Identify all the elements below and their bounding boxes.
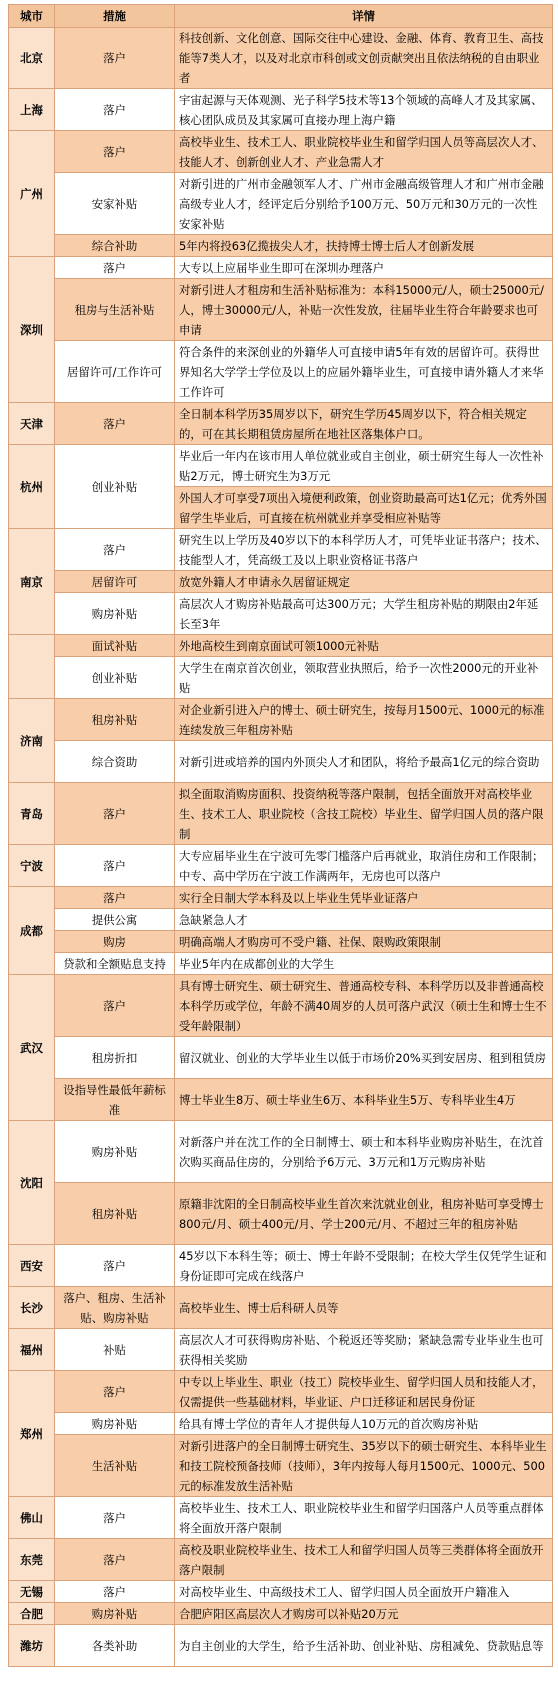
detail-cell: 急缺紧急人才 bbox=[175, 909, 553, 931]
measure-cell: 落户 bbox=[55, 1371, 175, 1413]
detail-cell: 高层次人才可获得购房补贴、个税返还等奖励；紧缺急需专业毕业生也可获得相关奖励 bbox=[175, 1329, 553, 1371]
measure-cell: 购房 bbox=[55, 931, 175, 953]
measure-cell: 生活补贴 bbox=[55, 1435, 175, 1497]
city-cell: 长沙 bbox=[9, 1287, 55, 1329]
detail-cell: 宇宙起源与天体观测、光子科学5技术等13个领域的高峰人才及其家属、核心团队成员及其家属可直接办理上海户籍 bbox=[175, 89, 553, 131]
table-row bbox=[9, 235, 553, 257]
detail-cell: 45岁以下本科生等；硕士、博士年龄不受限制；在校大学生仅凭学生证和身份证即可完成在线落户 bbox=[175, 1245, 553, 1287]
detail-cell: 对新引进落户的全日制博士研究生、35岁以下的硕士研究生、本科毕业生和技工院校预备技师（技师），3年内按每人每月1500元、1000元、500元的标准发放生活补贴 bbox=[175, 1435, 553, 1497]
detail-cell: 合肥庐阳区高层次人才购房可以补贴20万元 bbox=[175, 1603, 553, 1625]
measure-cell: 贷款和全额贴息支持 bbox=[55, 953, 175, 975]
table-row bbox=[9, 741, 553, 783]
table-row bbox=[9, 571, 553, 593]
detail-cell: 毕业后一年内在该市用人单位就业或自主创业，硕士研究生每人一次性补贴2万元，博士研究生为3万元 bbox=[175, 445, 553, 487]
detail-cell: 拟全面取消购房面积、投资纳税等落户限制，包括全面放开对高校毕业生、技术工人、职业院校（含技工院校）毕业生、留学归国人员的落户限制 bbox=[175, 783, 553, 845]
measure-cell: 设指导性最低年薪标准 bbox=[55, 1079, 175, 1121]
table-header-row bbox=[9, 5, 553, 28]
detail-cell: 给具有博士学位的青年人才提供每人10万元的首次购房补贴 bbox=[175, 1413, 553, 1435]
table-row bbox=[9, 635, 553, 657]
header-measure: 措施 bbox=[55, 5, 175, 28]
measure-cell: 租房补贴 bbox=[55, 699, 175, 741]
detail-cell: 对企业新引进入户的博士、硕士研究生，按每月1500元、1000元的标准连续发放三年租房补贴 bbox=[175, 699, 553, 741]
table-row bbox=[9, 445, 553, 487]
talent-policy-table bbox=[8, 4, 553, 1667]
table-row bbox=[9, 1245, 553, 1287]
detail-cell: 博士毕业生8万、硕士毕业生6万、本科毕业生5万、专科毕业生4万 bbox=[175, 1079, 553, 1121]
city-cell: 武汉 bbox=[9, 975, 55, 1121]
city-cell: 福州 bbox=[9, 1329, 55, 1371]
measure-cell: 居留许可 bbox=[55, 571, 175, 593]
detail-cell: 具有博士研究生、硕士研究生、普通高校专科、本科学历以及非普通高校本科学历或学位，年龄不满40周岁的人员可落户武汉（硕士生和博士生不受年龄限制） bbox=[175, 975, 553, 1037]
measure-cell: 落户 bbox=[55, 403, 175, 445]
city-cell: 郑州 bbox=[9, 1371, 55, 1497]
measure-cell: 安家补贴 bbox=[55, 173, 175, 235]
table-row bbox=[9, 1287, 553, 1329]
city-cell: 南京 bbox=[9, 529, 55, 635]
detail-cell: 大专应届毕业生在宁波可先零门槛落户后再就业，取消住房和工作限制；中专、高中学历在宁波工作满两年，无房也可以落户 bbox=[175, 845, 553, 887]
detail-cell: 实行全日制大学本科及以上毕业生凭毕业证落户 bbox=[175, 887, 553, 909]
measure-cell: 提供公寓 bbox=[55, 909, 175, 931]
city-cell: 成都 bbox=[9, 887, 55, 975]
table-row bbox=[9, 1539, 553, 1581]
measure-cell: 落户 bbox=[55, 131, 175, 173]
detail-cell: 明确高端人才购房可不受户籍、社保、限购政策限制 bbox=[175, 931, 553, 953]
measure-cell: 购房补贴 bbox=[55, 593, 175, 635]
table-row bbox=[9, 1037, 553, 1079]
detail-cell: 对高校毕业生、中高级技术工人、留学归国人员全面放开户籍准入 bbox=[175, 1581, 553, 1603]
city-cell: 杭州 bbox=[9, 445, 55, 529]
city-cell: 合肥 bbox=[9, 1603, 55, 1625]
measure-cell: 落户 bbox=[55, 887, 175, 909]
measure-cell: 落户 bbox=[55, 975, 175, 1037]
city-cell: 西安 bbox=[9, 1245, 55, 1287]
table-row bbox=[9, 28, 553, 89]
table-row bbox=[9, 699, 553, 741]
city-cell: 东莞 bbox=[9, 1539, 55, 1581]
table-row bbox=[9, 1371, 553, 1413]
table-row bbox=[9, 953, 553, 975]
city-cell: 青岛 bbox=[9, 783, 55, 845]
city-cell: 济南 bbox=[9, 699, 55, 783]
table-row bbox=[9, 403, 553, 445]
table-row bbox=[9, 1329, 553, 1371]
measure-cell: 落户 bbox=[55, 1581, 175, 1603]
measure-cell: 落户、租房、生活补贴、购房补贴 bbox=[55, 1287, 175, 1329]
table-row bbox=[9, 1079, 553, 1121]
table-row bbox=[9, 931, 553, 953]
table-row bbox=[9, 845, 553, 887]
detail-cell: 高校毕业生、技术工人、职业院校毕业生和留学归国人员等高层次人才、技能人才、创新创业人才、产业急需人才 bbox=[175, 131, 553, 173]
table-row bbox=[9, 783, 553, 845]
table-row bbox=[9, 341, 553, 403]
detail-cell: 高校及职业院校毕业生、技术工人和留学归国人员等三类群体将全面放开落户限制 bbox=[175, 1539, 553, 1581]
table-row bbox=[9, 279, 553, 341]
detail-cell: 外地高校生到南京面试可领1000元补贴 bbox=[175, 635, 553, 657]
city-cell: 上海 bbox=[9, 89, 55, 131]
detail-cell: 符合条件的来深创业的外籍华人可直接申请5年有效的居留许可。获得世界知名大学学士学位及以上的应届外籍毕业生，可直接申请外籍人才来华工作许可 bbox=[175, 341, 553, 403]
measure-cell: 落户 bbox=[55, 257, 175, 279]
city-cell: 宁波 bbox=[9, 845, 55, 887]
city-cell: 无锡 bbox=[9, 1581, 55, 1603]
detail-cell: 5年内将投63亿揽拔尖人才，扶持博士博士后人才创新发展 bbox=[175, 235, 553, 257]
measure-cell: 落户 bbox=[55, 28, 175, 89]
detail-cell: 中专以上毕业生、职业（技工）院校毕业生、留学归国人员和技能人才，仅需提供一些基础材料，毕业证、户口迁移证和居民身份证 bbox=[175, 1371, 553, 1413]
measure-cell: 落户 bbox=[55, 783, 175, 845]
detail-cell: 外国人才可享受7项出入境便利政策，创业资助最高可达1亿元；优秀外国留学生毕业后，可直接在杭州就业并享受相应补贴等 bbox=[175, 487, 553, 529]
city-cell: 潍坊 bbox=[9, 1625, 55, 1667]
measure-cell: 面试补贴 bbox=[55, 635, 175, 657]
table-row bbox=[9, 1497, 553, 1539]
measure-cell: 各类补助 bbox=[55, 1625, 175, 1667]
measure-cell: 补贴 bbox=[55, 1329, 175, 1371]
city-cell: 北京 bbox=[9, 28, 55, 89]
table-row bbox=[9, 1625, 553, 1667]
city-cell: 广州 bbox=[9, 131, 55, 257]
measure-cell: 落户 bbox=[55, 1245, 175, 1287]
table-row bbox=[9, 887, 553, 909]
detail-cell: 高层次人才购房补贴最高可达300万元；大学生租房补贴的期限由2年延长至3年 bbox=[175, 593, 553, 635]
detail-cell: 大学生在南京首次创业，领取营业执照后，给予一次性2000元的开业补贴 bbox=[175, 657, 553, 699]
table-row bbox=[9, 657, 553, 699]
detail-cell: 对新引进的广州市金融领军人才、广州市金融高级管理人才和广州市金融高级专业人才，经评定后分别给予100万元、50万元和30万元的一次性安家补贴 bbox=[175, 173, 553, 235]
city-cell: 佛山 bbox=[9, 1497, 55, 1539]
header-detail: 详情 bbox=[175, 5, 553, 28]
table-row bbox=[9, 1581, 553, 1603]
header-city: 城市 bbox=[9, 5, 55, 28]
detail-cell: 为自主创业的大学生，给予生活补助、创业补贴、房租减免、贷款贴息等 bbox=[175, 1625, 553, 1667]
table-row bbox=[9, 1183, 553, 1245]
table-row bbox=[9, 1413, 553, 1435]
measure-cell: 租房与生活补贴 bbox=[55, 279, 175, 341]
table-row bbox=[9, 257, 553, 279]
detail-cell: 全日制本科学历35周岁以下，研究生学历45周岁以下，符合相关规定的，可在其长期租赁房屋所在地社区落集体户口。 bbox=[175, 403, 553, 445]
measure-cell: 落户 bbox=[55, 845, 175, 887]
measure-cell: 创业补贴 bbox=[55, 445, 175, 529]
measure-cell: 综合补助 bbox=[55, 235, 175, 257]
detail-cell: 毕业5年内在成都创业的大学生 bbox=[175, 953, 553, 975]
table-row bbox=[9, 975, 553, 1037]
detail-cell: 对新落户并在沈工作的全日制博士、硕士和本科毕业购房补贴生，在沈首次购买商品住房的，分别给予6万元、3万元和1万元购房补贴 bbox=[175, 1121, 553, 1183]
table-row bbox=[9, 593, 553, 635]
detail-cell: 大专以上应届毕业生即可在深圳办理落户 bbox=[175, 257, 553, 279]
detail-cell: 研究生以上学历及40岁以下的本科学历人才，可凭毕业证书落户；技术、技能型人才，凭高级工及以上职业资格证书落户 bbox=[175, 529, 553, 571]
detail-cell: 高校毕业生、博士后科研人员等 bbox=[175, 1287, 553, 1329]
table-row bbox=[9, 131, 553, 173]
detail-cell: 放宽外籍人才申请永久居留证规定 bbox=[175, 571, 553, 593]
table-row bbox=[9, 1121, 553, 1183]
city-cell bbox=[9, 635, 55, 699]
measure-cell: 落户 bbox=[55, 529, 175, 571]
measure-cell: 居留许可/工作许可 bbox=[55, 341, 175, 403]
measure-cell: 购房补贴 bbox=[55, 1121, 175, 1183]
measure-cell: 落户 bbox=[55, 89, 175, 131]
table-row bbox=[9, 1603, 553, 1625]
measure-cell: 购房补贴 bbox=[55, 1603, 175, 1625]
measure-cell: 租房补贴 bbox=[55, 1183, 175, 1245]
table-row bbox=[9, 89, 553, 131]
detail-cell: 科技创新、文化创意、国际交往中心建设、金融、体育、教育卫生、高技能等7类人才，以及对北京市科创或文创贡献突出且依法纳税的自由职业者 bbox=[175, 28, 553, 89]
measure-cell: 租房折扣 bbox=[55, 1037, 175, 1079]
table-row bbox=[9, 909, 553, 931]
city-cell: 天津 bbox=[9, 403, 55, 445]
detail-cell: 对新引进人才租房和生活补贴标准为：本科15000元/人，硕士25000元/人，博士30000元/人，补贴一次性发放，往届毕业生符合年龄要求也可申请 bbox=[175, 279, 553, 341]
city-cell: 深圳 bbox=[9, 257, 55, 403]
detail-cell: 原籍非沈阳的全日制高校毕业生首次来沈就业创业，租房补贴可享受博士800元/月、硕士400元/月、学士200元/月、不超过三年的租房补贴 bbox=[175, 1183, 553, 1245]
detail-cell: 高校毕业生、技术工人、职业院校毕业生和留学归国落户人员等重点群体将全面放开落户限制 bbox=[175, 1497, 553, 1539]
detail-cell: 对新引进或培养的国内外顶尖人才和团队，将给予最高1亿元的综合资助 bbox=[175, 741, 553, 783]
table-row bbox=[9, 1435, 553, 1497]
measure-cell: 落户 bbox=[55, 1497, 175, 1539]
measure-cell: 创业补贴 bbox=[55, 657, 175, 699]
measure-cell: 购房补贴 bbox=[55, 1413, 175, 1435]
city-cell: 沈阳 bbox=[9, 1121, 55, 1245]
table-row bbox=[9, 173, 553, 235]
table-row bbox=[9, 529, 553, 571]
measure-cell: 综合资助 bbox=[55, 741, 175, 783]
detail-cell: 留汉就业、创业的大学毕业生以低于市场价20%买到安居房、租到租赁房 bbox=[175, 1037, 553, 1079]
measure-cell: 落户 bbox=[55, 1539, 175, 1581]
